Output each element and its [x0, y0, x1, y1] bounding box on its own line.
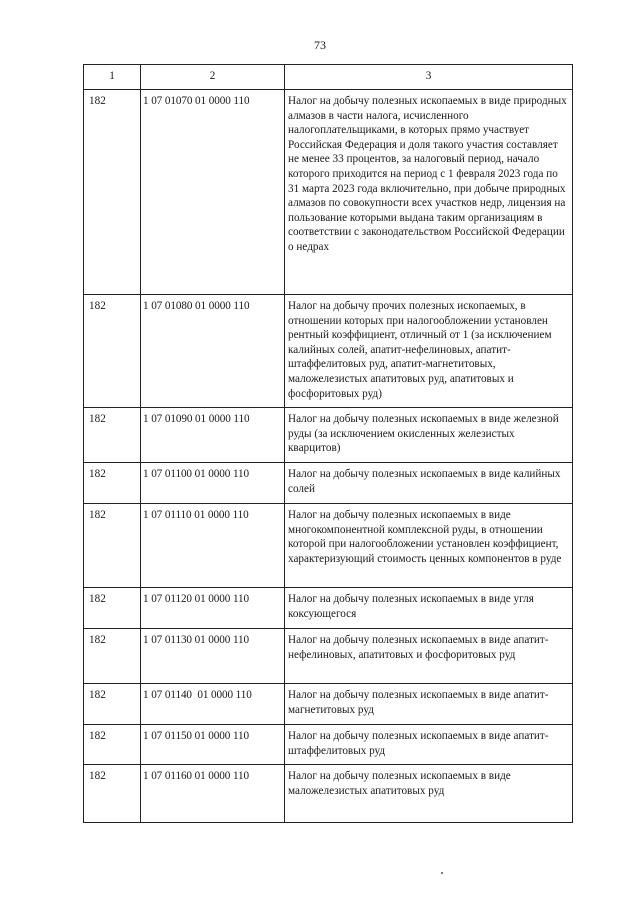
table-row — [84, 408, 573, 463]
table-row — [84, 765, 573, 823]
table-row — [84, 504, 573, 588]
page-number: 73 — [314, 38, 326, 52]
admin-code-cell: 182 — [84, 588, 141, 629]
description-cell: Налог на добычу полезных ископаемых в виде природных алмазов в части налога, исчисленного налогоплательщиками, в которых прямо участвует Российская Федерация и доля такого участия составляет не менее 33 процентов, за налоговый период, начало которого приходится на период с 1 февраля 2023 года по 31 марта 2023 года включительно, при добыче природных алмазов по совокупности всех участков недр, лицензия на пользование которыми выдана таким организациям в соответствии с законодательством Российской Федерации о недрах — [285, 90, 573, 295]
description-cell: Налог на добычу полезных ископаемых в виде калийных солей — [285, 463, 573, 504]
description-cell: Налог на добычу полезных ископаемых в виде апатит-магнетитовых руд — [285, 684, 573, 725]
admin-code-cell: 182 — [84, 629, 141, 684]
classification-code-cell: 1 07 01070 01 0000 110 — [141, 90, 285, 295]
classification-code-cell: 1 07 01080 01 0000 110 — [141, 295, 285, 408]
classification-code-cell: 1 07 01150 01 0000 110 — [141, 725, 285, 765]
column-header-3: 3 — [285, 65, 573, 90]
description-cell: Налог на добычу полезных ископаемых в виде апатит-штаффелитовых руд — [285, 725, 573, 765]
admin-code-cell: 182 — [84, 725, 141, 765]
table-row — [84, 463, 573, 504]
admin-code-cell: 182 — [84, 295, 141, 408]
table-row — [84, 90, 573, 295]
table-row — [84, 588, 573, 629]
admin-code-cell: 182 — [84, 463, 141, 504]
column-header-2: 2 — [141, 65, 285, 90]
admin-code-cell: 182 — [84, 408, 141, 463]
admin-code-cell: 182 — [84, 90, 141, 295]
admin-code-cell: 182 — [84, 684, 141, 725]
classification-code-cell: 1 07 01090 01 0000 110 — [141, 408, 285, 463]
description-cell: Налог на добычу полезных ископаемых в виде апатит-нефелиновых, апатитовых и фосфоритовых руд — [285, 629, 573, 684]
classification-code-cell: 1 07 01160 01 0000 110 — [141, 765, 285, 823]
classification-code-cell: 1 07 01100 01 0000 110 — [141, 463, 285, 504]
admin-code-cell: 182 — [84, 504, 141, 588]
classification-code-cell: 1 07 01120 01 0000 110 — [141, 588, 285, 629]
classification-code-cell: 1 07 01130 01 0000 110 — [141, 629, 285, 684]
column-header-1: 1 — [84, 65, 141, 90]
scan-speck — [441, 872, 443, 874]
budget-classification-table — [83, 64, 573, 823]
description-cell: Налог на добычу полезных ископаемых в виде угля коксующегося — [285, 588, 573, 629]
admin-code-cell: 182 — [84, 765, 141, 823]
table-row — [84, 295, 573, 408]
description-cell: Налог на добычу полезных ископаемых в виде маложелезистых апатитовых руд — [285, 765, 573, 823]
classification-code-cell: 1 07 01140 01 0000 110 — [141, 684, 285, 725]
classification-code-cell: 1 07 01110 01 0000 110 — [141, 504, 285, 588]
table-row — [84, 725, 573, 765]
description-cell: Налог на добычу полезных ископаемых в виде многокомпонентной комплексной руды, в отношении которой при налогообложении установлен коэффициент, характеризующий стоимость ценных компонентов в руде — [285, 504, 573, 588]
description-cell: Налог на добычу полезных ископаемых в виде железной руды (за исключением окисленных железистых кварцитов) — [285, 408, 573, 463]
table-row — [84, 629, 573, 684]
table-header-row — [84, 65, 573, 90]
table-row — [84, 684, 573, 725]
description-cell: Налог на добычу прочих полезных ископаемых, в отношении которых при налогообложении установлен рентный коэффициент, отличный от 1 (за исключением калийных солей, апатит-нефелиновых, апатит-штаффелитовых руд, апатит-магнетитовых, маложелезистых апатитовых руд, апатитовых и фосфоритовых руд) — [285, 295, 573, 408]
